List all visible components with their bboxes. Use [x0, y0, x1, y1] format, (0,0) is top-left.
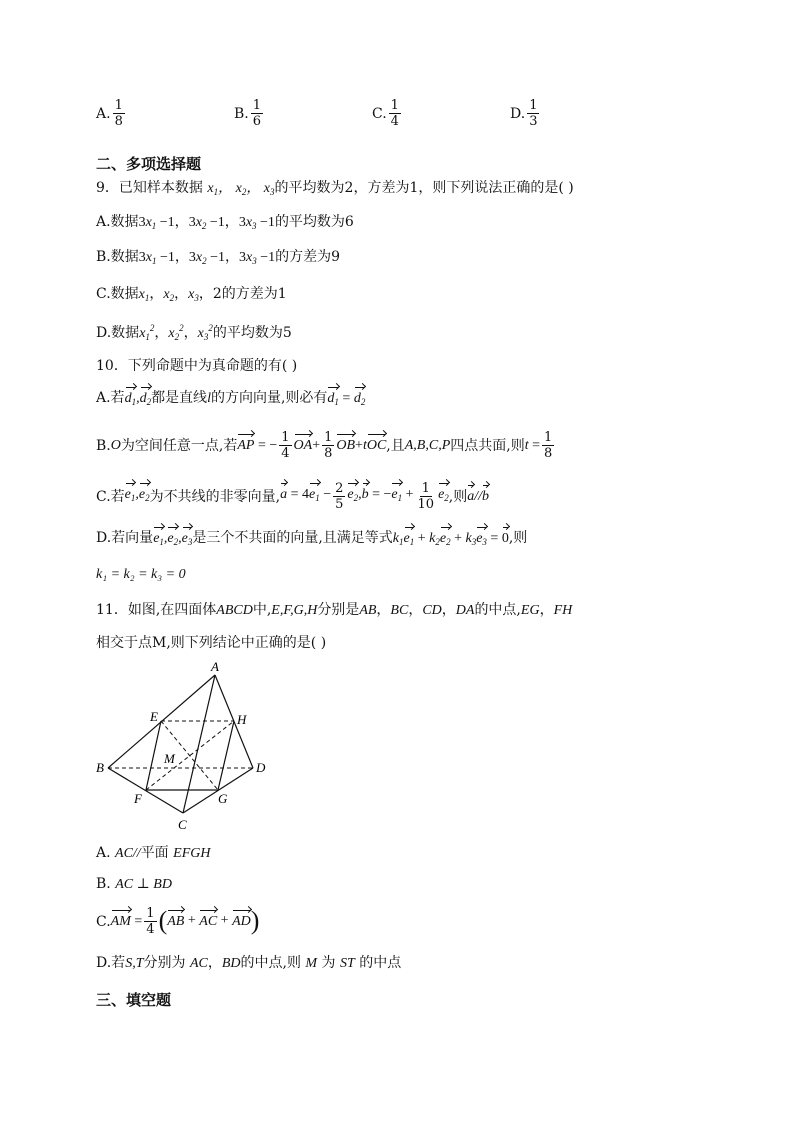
- q9-stem: [96, 178, 574, 202]
- frac-den: 8: [324, 446, 333, 461]
- math: AM =: [111, 912, 143, 932]
- math: OA+: [294, 436, 321, 456]
- math: $d_1 = d_2$: [327, 391, 365, 406]
- math: AC，BD: [189, 956, 241, 971]
- tetrahedron-figure: [90, 655, 280, 835]
- q9-option-b: [96, 247, 340, 271]
- text: 是三个不共面的向量,且满足等式: [192, 530, 393, 546]
- math: $e_2$: [438, 485, 449, 508]
- frac-num: 2: [335, 481, 344, 496]
- q9-option-a: [96, 212, 354, 236]
- text: 四点共面,则: [450, 437, 525, 454]
- math: AC//: [115, 846, 141, 861]
- label-B: B: [96, 760, 104, 775]
- fraction: [333, 481, 345, 512]
- frac-num: 1: [421, 481, 430, 496]
- text: ,且: [386, 437, 405, 454]
- math: $e_1,e_2,e_3$: [153, 531, 192, 546]
- math: OB+tOC: [336, 436, 386, 456]
- text: 11．如图,在四面体: [96, 602, 217, 618]
- q8-option-b: [234, 98, 265, 129]
- fraction: [322, 430, 334, 461]
- q8-option-c: [372, 98, 403, 129]
- text: 分别是: [317, 602, 360, 618]
- q10-option-c: [96, 481, 489, 512]
- math: E,F,G,H: [271, 603, 318, 618]
- math: $x_1$， $x_2$， $x_3$: [207, 181, 275, 197]
- text: 的平均数为6: [274, 214, 354, 230]
- section-heading-3: 三、填空题: [96, 991, 172, 1009]
- label-G: G: [218, 791, 228, 806]
- q11-stem-line1: [96, 600, 572, 621]
- label-D: D: [256, 760, 266, 775]
- frac-num: 1: [114, 98, 123, 113]
- frac-den: 4: [390, 114, 399, 129]
- math: ST: [339, 956, 355, 971]
- text: B.数据: [96, 249, 139, 265]
- q11-option-a: [96, 843, 210, 864]
- label-M: M: [164, 751, 175, 766]
- frac-den: 4: [281, 446, 290, 461]
- frac-den: 8: [544, 446, 553, 461]
- fraction: [279, 430, 291, 461]
- math: $3x_1 -1$，$3x_2 -1$，$3x_3 -1$: [138, 215, 275, 231]
- math: $e_2,b = -e_1$ +: [347, 485, 413, 508]
- frac-den: 6: [252, 114, 262, 129]
- math: S,T: [125, 956, 144, 971]
- text: B.: [96, 437, 111, 454]
- label-A: A: [211, 659, 219, 674]
- frac-num: 1: [324, 430, 333, 445]
- label-E: E: [150, 709, 158, 724]
- text: 为: [321, 955, 336, 971]
- frac-num: 1: [281, 430, 290, 445]
- math: EG，FH: [520, 603, 573, 618]
- fraction: [251, 98, 263, 129]
- text: A.: [96, 845, 111, 861]
- q10-option-b: [96, 430, 556, 461]
- text: D.若: [96, 955, 126, 971]
- text: 都是直线: [151, 390, 208, 406]
- text: 的方向向量,则必有: [210, 390, 328, 406]
- text: 为不共线的非零向量,: [149, 488, 281, 505]
- math: AC ⊥ BD: [115, 877, 172, 892]
- frac-num: 1: [146, 906, 155, 921]
- q9-option-d: [96, 318, 292, 347]
- q9-option-c: [96, 284, 287, 308]
- fraction: [113, 98, 125, 129]
- text: D.若向量: [96, 530, 154, 546]
- frac-den: 10: [417, 497, 435, 512]
- label-C: C: [178, 817, 187, 832]
- math: EFGH: [173, 846, 211, 861]
- fraction: [389, 98, 401, 129]
- label-H: H: [237, 712, 247, 727]
- text: 中,: [252, 602, 272, 618]
- frac-num: 1: [252, 98, 262, 113]
- text: C.数据: [96, 286, 139, 302]
- section-heading-2: 二、多项选择题: [96, 155, 202, 173]
- text: 9．已知样本数据: [96, 180, 203, 196]
- text: C.若: [96, 488, 125, 505]
- fraction: [527, 98, 539, 129]
- text: ,则: [508, 530, 528, 546]
- fraction: [144, 906, 156, 937]
- text: A.若: [96, 390, 125, 406]
- option-label: D.: [510, 105, 526, 122]
- text: A.数据: [96, 214, 139, 230]
- text: 的中点: [359, 955, 402, 971]
- q11-option-d: [96, 953, 401, 974]
- q10-stem: 10．下列命题中为真命题的有( ): [96, 358, 298, 374]
- math: A,B,C,P: [404, 437, 451, 453]
- frac-den: 3: [529, 114, 538, 129]
- text: ,则: [448, 488, 468, 505]
- text: 为空间任意一点,若: [120, 437, 238, 454]
- q8-option-d: [510, 98, 541, 129]
- fraction: [542, 430, 554, 461]
- text: ，2的方差为1: [198, 286, 287, 302]
- text: 的中点,则: [240, 955, 301, 971]
- text: 的方差为9: [275, 249, 341, 265]
- math: $x_1^2$，$x_2^2$，$x_3^2$: [139, 323, 213, 342]
- text: 平面: [140, 845, 169, 861]
- text: C.: [96, 913, 111, 930]
- math: $a = 4e_1$ −: [280, 485, 331, 508]
- math: $x_1$，$x_2$，$x_3$: [138, 287, 199, 303]
- q10-option-d-line2: k₁ = k₂ = k₃ = 0: [96, 567, 186, 582]
- q10-option-d: [96, 528, 527, 552]
- text: 的平均数为2，方差为1，则下列说法正确的是( ): [274, 180, 574, 196]
- edge-AC: [183, 675, 215, 813]
- math: a//b: [467, 487, 489, 507]
- text: D.数据: [96, 325, 140, 341]
- frac-den: 4: [146, 922, 155, 937]
- math: M: [305, 956, 318, 971]
- q11-option-c: [96, 906, 259, 937]
- math: l: [207, 391, 211, 406]
- text: B.: [96, 876, 111, 892]
- frac-num: 1: [529, 98, 538, 113]
- label-F: F: [134, 791, 142, 806]
- option-label: C.: [372, 105, 387, 122]
- fraction: [416, 481, 437, 512]
- math: $3x_1 -1$，$3x_2 -1$，$3x_3 -1$: [138, 250, 276, 266]
- math: t =: [524, 437, 540, 453]
- frac-num: 1: [390, 98, 399, 113]
- math: $d_1,d_2$: [125, 391, 152, 406]
- text: 的中点,: [474, 602, 521, 618]
- math: $e_1,e_2$: [125, 485, 150, 508]
- math: $k_1e_1 + k_2e_2 + k_3e_3 = 0$: [393, 531, 509, 546]
- option-label: B.: [234, 105, 249, 122]
- text: 分别为: [143, 955, 186, 971]
- frac-den: 5: [335, 497, 344, 512]
- q10-option-a: [96, 388, 365, 412]
- q11-option-b: [96, 874, 172, 895]
- math: O: [110, 437, 121, 453]
- q8-option-a: [96, 98, 127, 129]
- math: AB，BC，CD，DA: [359, 603, 475, 618]
- option-label: A.: [96, 105, 111, 122]
- math: AP = −: [237, 436, 277, 456]
- text: 的平均数为5: [212, 325, 292, 341]
- frac-den: 8: [114, 114, 123, 129]
- math: ABCD: [216, 603, 253, 618]
- frac-num: 1: [544, 430, 553, 445]
- q11-stem-line2: 相交于点M,则下列结论中正确的是( ): [96, 635, 327, 651]
- math: (AB + AC + AD): [158, 906, 260, 936]
